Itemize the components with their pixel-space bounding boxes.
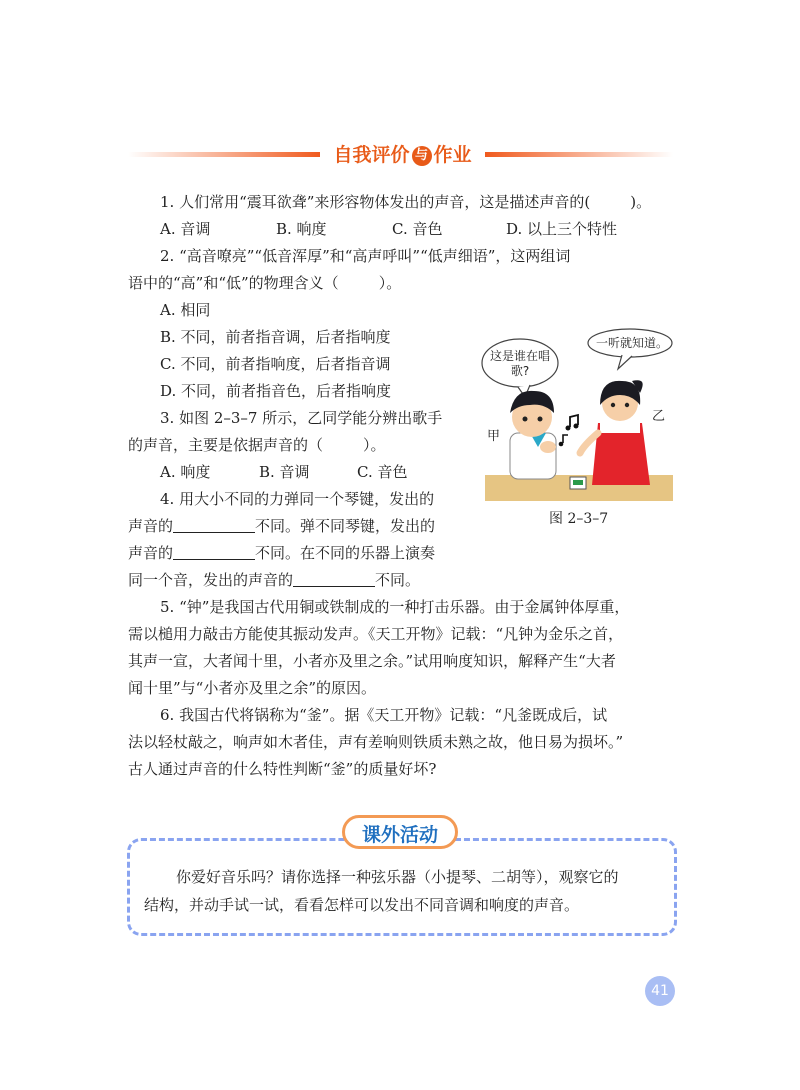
- music-note-icon: [563, 435, 568, 443]
- question-1: 1. 人们常用“震耳欲聋”来形容物体发出的声音，这是描述声音的( )。: [160, 193, 652, 211]
- q2-option-c: C. 不同，前者指响度，后者指音调: [160, 355, 391, 373]
- q2-option-b: B. 不同，前者指音调，后者指响度: [160, 328, 391, 346]
- question-2-line2: 语中的“高”和“低”的物理含义（ ）。: [128, 274, 402, 292]
- activity-text-line2: 结构，并动手试一试，看看怎样可以发出不同音调和响度的声音。: [144, 896, 580, 914]
- question-4-line2: 声音的 不同。弹不同琴键，发出的: [128, 517, 436, 535]
- question-5-line3: 其声一宣，大者闻十里，小者亦及里之余。”试用响度知识，解释产生“大者: [128, 652, 616, 670]
- question-5-line2: 需以槌用力敲击方能使其振动发声。《天工开物》记载：“凡钟为金乐之首，: [128, 625, 624, 643]
- page-number: 41: [645, 976, 675, 1006]
- bubble-left-text: 这是谁在唱歌?: [490, 349, 551, 378]
- label-jia: 甲: [487, 429, 501, 444]
- question-3-line2: 的声音，主要是依据声音的（ ）。: [128, 436, 386, 454]
- connector-badge: 与: [412, 146, 432, 166]
- header-rule-left: [128, 152, 320, 157]
- q1-option-d: D. 以上三个特性: [506, 220, 618, 238]
- q1-option-c: C. 音色: [392, 220, 443, 238]
- q3-option-a: A. 响度: [160, 463, 211, 481]
- q3-option-c: C. 音色: [357, 463, 408, 481]
- activity-box: [127, 838, 677, 936]
- question-5-line4: 闻十里”与“小者亦及里之余”的原因。: [128, 679, 377, 697]
- answer-blank: [173, 517, 255, 533]
- bubble-right-text: 一听就知道。: [595, 336, 668, 350]
- question-4-line3: 声音的 不同。在不同的乐器上演奏: [128, 544, 436, 562]
- boy-shirt: [510, 433, 556, 479]
- q1-option-a: A. 音调: [160, 220, 211, 238]
- activity-title: 课外活动: [342, 815, 458, 849]
- question-4-line4: 同一个音，发出的声音的 不同。: [128, 571, 421, 589]
- question-2-line1: 2. “高音嘹亮”“低音浑厚”和“高声呼叫”“低声细语”，这两组词: [160, 247, 571, 265]
- figure-caption: 图 2–3–7: [549, 511, 609, 527]
- question-4-line1: 4. 用大小不同的力弹同一个琴键，发出的: [160, 490, 435, 508]
- answer-blank: [173, 544, 255, 560]
- question-6-line2: 法以轻杖敲之，响声如木者佳，声有差响则铁质未熟之故，他日易为损坏。”: [128, 733, 624, 751]
- header-rule-right: [485, 152, 673, 157]
- answer-blank: [293, 571, 375, 587]
- q1-option-b: B. 响度: [276, 220, 327, 238]
- q2-option-d: D. 不同，前者指音色，后者指响度: [160, 382, 392, 400]
- question-5-line1: 5. “钟”是我国古代用铜或铁制成的一种打击乐器。由于金属钟体厚重，: [160, 598, 630, 616]
- question-3-line1: 3. 如图 2–3–7 所示，乙同学能分辨出歌手: [160, 409, 443, 427]
- section-title: 自我评价 与 作业: [333, 144, 472, 166]
- label-yi: 乙: [652, 409, 666, 424]
- figure-2-3-7: [480, 325, 675, 505]
- q2-option-a: A. 相同: [160, 301, 211, 319]
- question-6-line3: 古人通过声音的什么特性判断“釜”的质量好坏?: [128, 760, 437, 778]
- q3-option-b: B. 音调: [259, 463, 310, 481]
- activity-text-line1: 你爱好音乐吗？请你选择一种弦乐器（小提琴、二胡等），观察它的: [176, 868, 619, 886]
- question-6-line1: 6. 我国古代将锅称为“釜”。据《天工开物》记载：“凡釜既成后，试: [160, 706, 608, 724]
